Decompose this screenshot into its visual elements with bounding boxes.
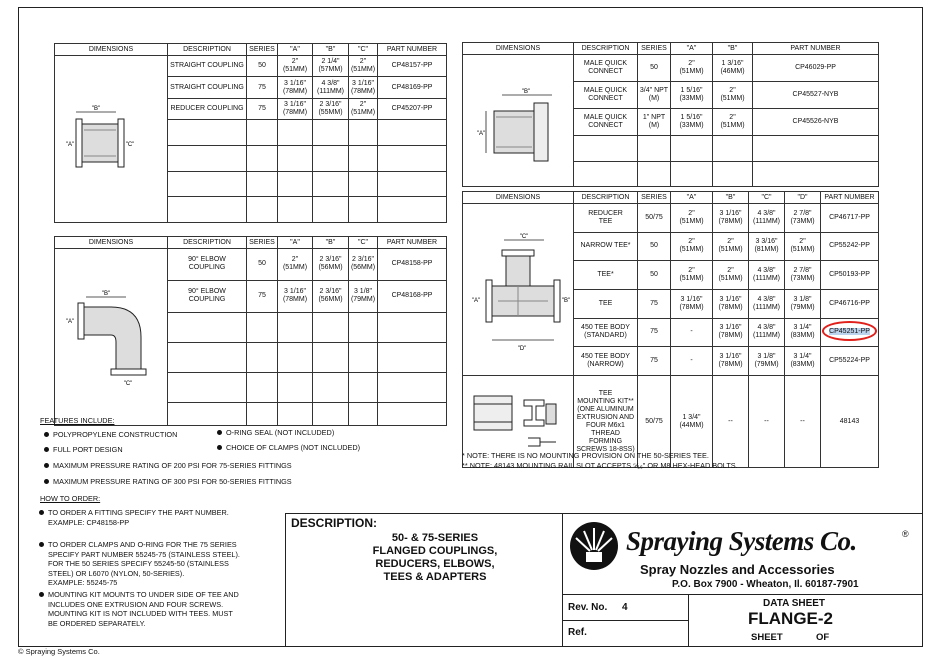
tee-drawing-cell — [463, 204, 574, 376]
cell-b: 3 1/16" (78MM) — [713, 347, 749, 376]
order-item: TO ORDER CLAMPS AND O-RING FOR THE 75 SERIES SPECIFY PART NUMBER 55245-75 (STAINLESS STEEL). FOR THE 50 SERIES SPECIFY 55245-50 (STAINLESS STEEL) OR L6070 (NYLON, 50-SERIES). EXAMPLE: 55245-75 — [48, 540, 240, 587]
quick-connect-drawing — [464, 63, 574, 183]
cell-b: 3 1/16" (78MM) — [713, 204, 749, 233]
feature-item: MAXIMUM PRESSURE RATING OF 300 PSI FOR 50-SERIES FITTINGS — [53, 477, 292, 486]
cell-part-number: CP48157-PP — [378, 56, 447, 77]
cell-d: -- — [785, 376, 821, 468]
cell-b: 2 3/16" (55MM) — [313, 98, 349, 119]
cell-desc: TEE* — [574, 261, 638, 290]
header-a: "A" — [278, 237, 313, 249]
cell-desc: STRAIGHT COUPLING — [168, 56, 247, 77]
cell-series: 50 — [638, 55, 671, 82]
cell-part-number: CP45527-NYB — [753, 82, 879, 109]
cell-c: 4 3/8" (111MM) — [749, 261, 785, 290]
cell-desc: 450 TEE BODY (STANDARD) — [574, 318, 638, 347]
cell-c: 3 1/8" (79MM) — [349, 280, 378, 312]
header-c: "C" — [349, 44, 378, 56]
tee-drawing — [464, 212, 574, 372]
cell-c: 3 1/8" (79MM) — [749, 347, 785, 376]
cell-a: - — [671, 318, 713, 347]
cell-desc: TEE — [574, 289, 638, 318]
data-sheet-label: DATA SHEET — [763, 598, 826, 609]
cell-part-number: CP45526-NYB — [753, 109, 879, 136]
cell-a: 1 5/16" (33MM) — [671, 109, 713, 136]
cell-series: 50 — [638, 261, 671, 290]
cell-c: 3 3/16" (81MM) — [749, 232, 785, 261]
cell-desc: 90° ELBOW COUPLING — [168, 280, 247, 312]
cell-b: -- — [713, 376, 749, 468]
header-dimensions: DIMENSIONS — [463, 43, 574, 55]
coupling-drawing — [56, 64, 168, 219]
cell-desc: STRAIGHT COUPLING — [168, 77, 247, 98]
header-a: "A" — [671, 43, 713, 55]
cell-part-number: CP48158-PP — [378, 249, 447, 281]
cell-a: 3 1/16" (78MM) — [671, 289, 713, 318]
cell-b: 1 3/16" (46MM) — [713, 55, 753, 82]
cell-c: 3 1/16" (78MM) — [349, 77, 378, 98]
elbow-drawing-cell — [55, 249, 168, 426]
quick-connect-table — [462, 42, 879, 187]
feature-item: MAXIMUM PRESSURE RATING OF 200 PSI FOR 75-SERIES FITTINGS — [53, 461, 292, 470]
cell-a: 2" (51MM) — [671, 261, 713, 290]
divider — [688, 594, 689, 647]
cell-a: - — [671, 347, 713, 376]
cell-series: 50 — [247, 56, 278, 77]
cell-desc: MALE QUICK CONNECT — [574, 55, 638, 82]
cell-d: 2 7/8" (73MM) — [785, 204, 821, 233]
header-dimensions: DIMENSIONS — [55, 237, 168, 249]
header-part-number: PART NUMBER — [378, 237, 447, 249]
cell-series: 75 — [247, 77, 278, 98]
dim-a-label: "A" — [65, 319, 75, 325]
note-50-series: * NOTE: THERE IS NO MOUNTING PROVISION ON THE 50-SERIES TEE. — [462, 451, 709, 460]
description-text: 50- & 75-SERIES FLANGED COUPLINGS, REDUCERS, ELBOWS, TEES & ADAPTERS — [372, 532, 498, 583]
description-label: DESCRIPTION: — [291, 516, 378, 530]
cell-desc: 90° ELBOW COUPLING — [168, 249, 247, 281]
header-part-number: PART NUMBER — [378, 44, 447, 56]
header-c: "C" — [749, 192, 785, 204]
cell-b: 2" (51MM) — [713, 109, 753, 136]
cell-a: 3 1/16" (78MM) — [278, 98, 313, 119]
header-dimensions: DIMENSIONS — [463, 192, 574, 204]
cell-desc: REDUCER COUPLING — [168, 98, 247, 119]
registered-mark: ® — [902, 529, 909, 539]
quick-connect-drawing-cell — [463, 55, 574, 187]
rev-label: Rev. No. — [568, 602, 608, 613]
cell-d: 3 1/8" (79MM) — [785, 289, 821, 318]
order-item: TO ORDER A FITTING SPECIFY THE PART NUMBER. EXAMPLE: CP48158-PP — [48, 508, 229, 527]
dim-d-label: "D" — [517, 346, 527, 352]
coupling-drawing-cell — [55, 56, 168, 223]
company-tagline: Spray Nozzles and Accessories — [640, 562, 835, 577]
header-a: "A" — [671, 192, 713, 204]
cell-series: 75 — [638, 318, 671, 347]
header-series: SERIES — [247, 237, 278, 249]
dim-b-label: "B" — [101, 291, 111, 297]
cell-b: 4 3/8" (111MM) — [313, 77, 349, 98]
coupling-table — [54, 43, 447, 223]
header-part-number: PART NUMBER — [821, 192, 879, 204]
tee-table — [462, 191, 879, 468]
elbow-drawing — [56, 257, 168, 422]
dim-b-label: "B" — [521, 89, 531, 95]
rev-value: 4 — [622, 602, 628, 613]
cell-b: 2 1/4" (57MM) — [313, 56, 349, 77]
header-b: "B" — [713, 43, 753, 55]
cell-b: 3 1/16" (78MM) — [713, 318, 749, 347]
copyright: © Spraying Systems Co. — [18, 647, 100, 656]
header-description: DESCRIPTION — [574, 43, 638, 55]
cell-a: 2" (51MM) — [671, 55, 713, 82]
cell-d: 3 1/4" (83MM) — [785, 347, 821, 376]
cell-d: 2" (51MM) — [785, 232, 821, 261]
cell-d: 2 7/8" (73MM) — [785, 261, 821, 290]
divider — [563, 594, 923, 595]
header-description: DESCRIPTION — [168, 237, 247, 249]
header-dimensions: DIMENSIONS — [55, 44, 168, 56]
cell-b: 2 3/16" (56MM) — [313, 249, 349, 281]
dim-c-label: "C" — [123, 381, 133, 387]
cell-desc: REDUCER TEE — [574, 204, 638, 233]
dim-a-label: "A" — [471, 298, 481, 304]
cell-part-number: CP46717-PP — [821, 204, 879, 233]
header-d: "D" — [785, 192, 821, 204]
header-series: SERIES — [247, 44, 278, 56]
cell-desc: MALE QUICK CONNECT — [574, 82, 638, 109]
cell-b: 2 3/16" (56MM) — [313, 280, 349, 312]
cell-a: 2" (51MM) — [278, 56, 313, 77]
header-b: "B" — [313, 237, 349, 249]
header-series: SERIES — [638, 192, 671, 204]
sheet-code: FLANGE-2 — [748, 609, 833, 628]
cell-c: 4 3/8" (111MM) — [749, 289, 785, 318]
feature-item: O-RING SEAL (NOT INCLUDED) — [226, 428, 335, 437]
note-mounting-rail: ** NOTE: 48143 MOUNTING RAIL SLOT ACCEPTS ⁵⁄₁₆" OR M8 HEX-HEAD BOLTS. — [462, 461, 738, 470]
cell-c: 2" (51MM) — [349, 98, 378, 119]
feature-item: POLYPROPYLENE CONSTRUCTION — [53, 430, 178, 439]
cell-c: 4 3/8" (111MM) — [749, 318, 785, 347]
feature-item: FULL PORT DESIGN — [53, 445, 123, 454]
cell-part-number: CP45207-PP — [378, 98, 447, 119]
cell-part-number: CP55242-PP — [821, 232, 879, 261]
elbow-table — [54, 236, 447, 426]
dim-a-label: "A" — [476, 131, 486, 137]
cell-b: 2" (51MM) — [713, 261, 749, 290]
cell-a: 1 3/4" (44MM) — [671, 376, 713, 468]
order-item: MOUNTING KIT MOUNTS TO UNDER SIDE OF TEE AND INCLUDES ONE EXTRUSION AND FOUR SCREWS. MOUNTING KIT IS NOT INCLUDED WITH TEES. MUST BE ORDERED SEPARATELY. — [48, 590, 239, 628]
cell-series: 50/75 — [638, 204, 671, 233]
features-heading: FEATURES INCLUDE: — [40, 416, 115, 425]
feature-item: CHOICE OF CLAMPS (NOT INCLUDED) — [226, 443, 361, 452]
cell-c: 2 3/16" (56MM) — [349, 249, 378, 281]
cell-part-number: 48143 — [821, 376, 879, 468]
cell-series: 50/75 — [638, 376, 671, 468]
dim-c-label: "C" — [125, 142, 135, 148]
company-address: P.O. Box 7900 - Wheaton, Il. 60187-7901 — [672, 579, 859, 590]
cell-part-number: CP55224-PP — [821, 347, 879, 376]
cell-series: 50 — [638, 232, 671, 261]
header-description: DESCRIPTION — [168, 44, 247, 56]
cell-b: 2" (51MM) — [713, 82, 753, 109]
cell-part-number: CP50193-PP — [821, 261, 879, 290]
cell-desc: MALE QUICK CONNECT — [574, 109, 638, 136]
cell-series: 1" NPT (M) — [638, 109, 671, 136]
highlighted-part-number-cell — [821, 318, 879, 347]
cell-c: -- — [749, 376, 785, 468]
cell-series: 75 — [247, 98, 278, 119]
cell-b: 2" (51MM) — [713, 232, 749, 261]
cell-part-number: CP46029-PP — [753, 55, 879, 82]
order-heading: HOW TO ORDER: — [40, 494, 101, 503]
cell-part-number: CP46716-PP — [821, 289, 879, 318]
divider — [563, 620, 689, 621]
ref-label: Ref. — [568, 627, 587, 638]
red-circle-annotation — [822, 321, 877, 341]
header-part-number: PART NUMBER — [753, 43, 879, 55]
cell-a: 2" (51MM) — [671, 204, 713, 233]
header-series: SERIES — [638, 43, 671, 55]
header-c: "C" — [349, 237, 378, 249]
cell-series: 75 — [638, 347, 671, 376]
dim-b-label: "B" — [561, 298, 571, 304]
cell-a: 3 1/16" (78MM) — [278, 77, 313, 98]
cell-a: 2" (51MM) — [278, 249, 313, 281]
cell-b: 3 1/16" (78MM) — [713, 289, 749, 318]
selected-part-number[interactable]: CP45251-PP — [829, 328, 870, 336]
cell-series: 75 — [247, 280, 278, 312]
header-description: DESCRIPTION — [574, 192, 638, 204]
dim-b-label: "B" — [91, 106, 101, 112]
header-b: "B" — [313, 44, 349, 56]
cell-desc: 450 TEE BODY (NARROW) — [574, 347, 638, 376]
dim-a-label: "A" — [65, 142, 75, 148]
cell-series: 50 — [247, 249, 278, 281]
dim-c-label: "C" — [519, 234, 529, 240]
company-name: Spraying Systems Co. — [626, 526, 857, 556]
header-a: "A" — [278, 44, 313, 56]
company-logo — [568, 520, 620, 572]
of-label: OF — [816, 632, 830, 643]
cell-a: 1 5/16" (33MM) — [671, 82, 713, 109]
header-b: "B" — [713, 192, 749, 204]
cell-part-number: CP48168-PP — [378, 280, 447, 312]
cell-c: 2" (51MM) — [349, 56, 378, 77]
cell-d: 3 1/4" (83MM) — [785, 318, 821, 347]
cell-desc: NARROW TEE* — [574, 232, 638, 261]
cell-a: 3 1/16" (78MM) — [278, 280, 313, 312]
cell-a: 2" (51MM) — [671, 232, 713, 261]
cell-series: 75 — [638, 289, 671, 318]
cell-desc: TEE MOUNTING KIT** (ONE ALUMINUM EXTRUSION AND FOUR M6x1 THREAD FORMING SCREWS 18-8SS) — [574, 376, 638, 468]
cell-series: 3/4" NPT (M) — [638, 82, 671, 109]
cell-part-number: CP48169-PP — [378, 77, 447, 98]
cell-c: 4 3/8" (111MM) — [749, 204, 785, 233]
sheet-label: SHEET — [751, 632, 783, 643]
